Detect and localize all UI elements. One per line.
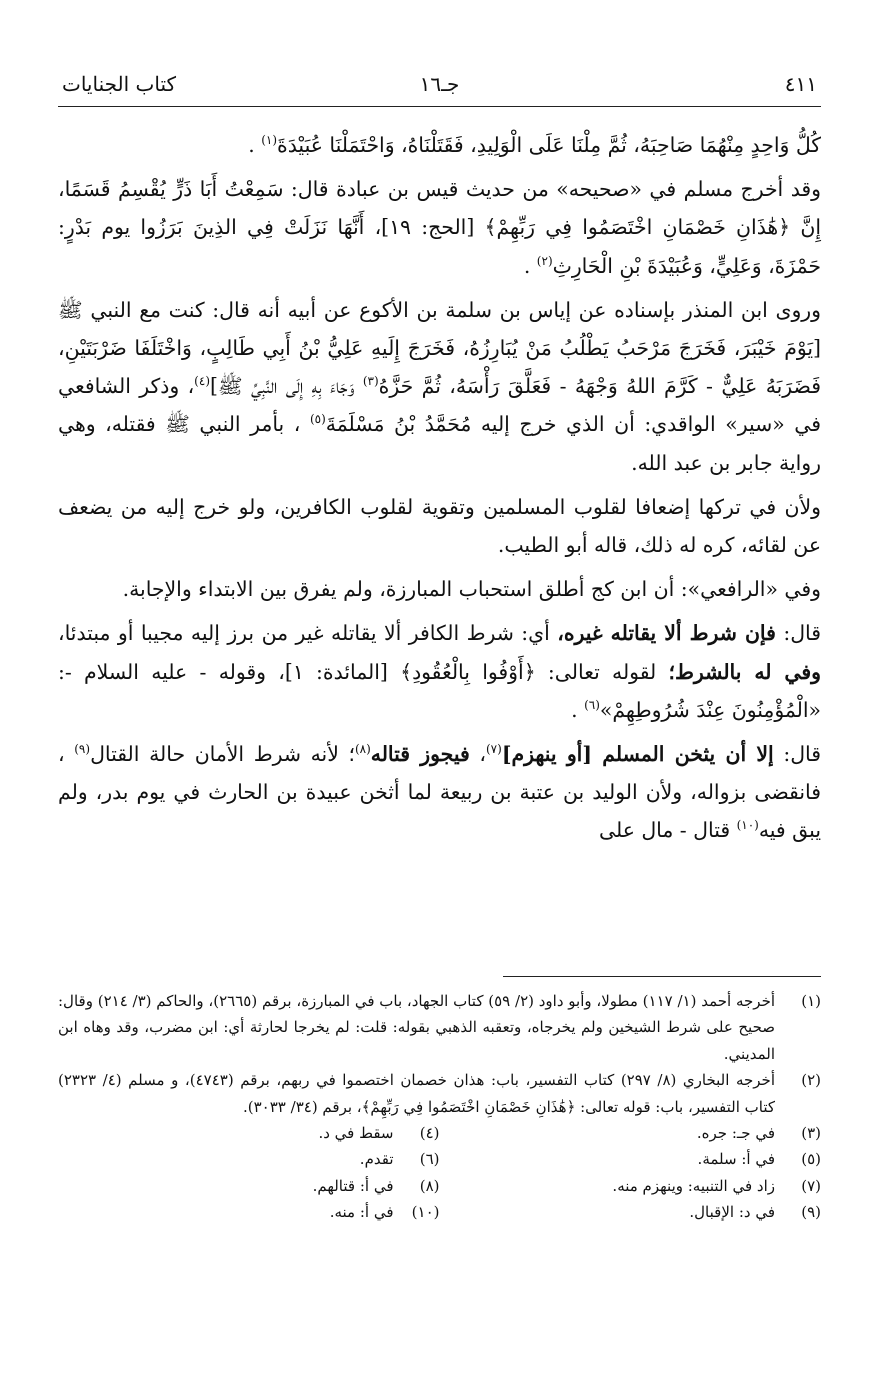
footnote-ref[interactable]: (٥) — [309, 412, 326, 427]
footnote-text: أخرجه أحمد (١/ ١١٧) مطولا، وأبو داود (٢/ ٥٩) كتاب الجهاد، باب في المبارزة، برقم (٢٦٦٥)، والحاكم (٣/ ٢١٤) وقال: صحيح على شرط الشيخين ولم يخرجاه، وتعقبه الذهبي بقوله: قلت: لم يخرجا لحارثة أي: ابن مضرب، وقد وهاه ابن المديني. — [58, 992, 776, 1063]
footnote-divider — [503, 976, 821, 977]
footnote-5: (٥) في أ: سلمة. — [697, 1150, 821, 1169]
footnote-ref[interactable]: (٧) — [485, 742, 502, 757]
footnote-text: أخرجه البخاري (٨/ ٢٩٧) كتاب التفسير، باب: هذان خصمان اختصموا في ربهم، برقم (٤٧٤٣)، و مسلم (٤/ ٢٣٢٣) كتاب التفسير، باب: قوله تعالى: ﴿هَٰذَانِ خَصْمَانِ اخْتَصَمُوا فِي رَبِّهِمْ﴾، برقم (٣٤/ ٣٠٣٣). — [58, 1071, 775, 1116]
footnote-row — [58, 1173, 821, 1199]
paragraph-5: وفي «الرافعي»: أن ابن كج أطلق استحباب المبارزة، ولم يفرق بين الابتداء والإجابة. — [122, 577, 821, 602]
footnote-ref[interactable]: (٦) — [584, 698, 600, 713]
footnote-2 — [58, 1067, 821, 1120]
footnote-3: (٣) في جـ: جره. — [696, 1124, 821, 1143]
paragraph-3: وروى ابن المنذر بإسناده عن إياس بن سلمة بن الأكوع عن أبيه أنه قال: كنت مع النبي ﷺ [يَوْمَ خَيْبَرَ، فَخَرَجَ مَرْحَبُ يَطْلُبُ مَنْ يُبَارِزُهُ، فَخَرَجَ إِلَيهِ عَلِيُّ بْنُ أَبِي طَالِبٍ، وَاخْتَلَفَا ضَرْبَتَيْنِ، فَضَرَبَهُ عَلِيٌّ - كَرَّمَ اللهُ وَجْهَهُ - فَعَلَّقَ رَأْسَهُ، ثُمَّ حَزَّهُ$^{(٣)}$ وَجَاءَ بِهِ إِلَى النَّبِيِّ ﷺ]$^{(٤)}$، وذكر الشافعي في «سير» الواقدي: أن الذي خرج إليه مُحَمَّدُ بْنُ مَسْلَمَةَ$^{(٥)}$ ، بأمر النبي ﷺ فقتله، وهي رواية جابر بن عبد الله. — [58, 297, 821, 475]
footnote-number: (١) — [801, 992, 821, 1010]
footnote-row — [58, 1199, 821, 1225]
footnote-1 — [58, 988, 821, 1067]
volume-label: جـ١٦ — [419, 72, 460, 96]
footnote-ref[interactable]: (١٠) — [736, 818, 759, 833]
footnote-ref[interactable]: (٩) — [74, 742, 91, 757]
footnote-9: (٩) في د: الإقبال. — [689, 1203, 821, 1222]
paragraph-2: وقد أخرج مسلم في «صحيحه» من حديث قيس بن عبادة قال: سَمِعْتُ أَبَا ذَرٍّ يُقْسِمُ قَسَمًا، إِنَّ ﴿هَٰذَانِ خَصْمَانِ اخْتَصَمُوا فِي رَبِّهِمْ﴾ [الحج: ١٩]، أَنَّهَا نَزَلَتْ فِي الذِينَ بَرَزُوا يوم بَدْرٍ: حَمْزَةَ، وَعَلِيٍّ، وَعُبَيْدَةَ بْنِ الْحَارِثِ$^{(٢)}$ . — [58, 177, 821, 278]
footnote-ref[interactable]: (٢) — [536, 253, 553, 268]
main-text — [58, 126, 821, 850]
footnote-ref[interactable]: (٨) — [354, 742, 371, 757]
footnote-ref[interactable]: (٤) — [194, 374, 210, 389]
footnote-ref[interactable]: (١) — [261, 133, 278, 148]
footnote-row — [58, 1120, 821, 1146]
book-title: كتاب الجنايات — [62, 72, 177, 96]
paragraph-1: كُلُّ وَاحِدٍ مِنْهُمَا صَاحِبَهُ، ثُمَّ مِلْنَا عَلَى الْوَلِيدِ، فَقَتَلْنَاهُ، وَاحْتَمَلْنَا عُبَيْدَةَ$^{(١)}$ . — [248, 133, 821, 157]
footnote-ref[interactable]: (٣) — [362, 374, 379, 389]
paragraph-6: قال: فإن شرط ألا يقاتله غيره، أي: شرط الكافر ألا يقاتله غير من برز إليه مجيبا أو مبتدئا، وفي له بالشرط؛ لقوله تعالى: ﴿أَوْفُوا بِالْعُقُودِ﴾ [المائدة: ١]، وقوله - عليه السلام -: «الْمُؤْمِنُونَ عِنْدَ شُرُوطِهِمْ»$^{(٦)}$ . — [58, 621, 821, 722]
footnote-number: (٢) — [801, 1071, 821, 1090]
footnotes — [58, 988, 821, 1226]
running-header — [58, 70, 821, 107]
footnote-7: (٧) زاد في التنبيه: وينهزم منه. — [612, 1176, 821, 1195]
footnote-row — [58, 1146, 821, 1172]
footnote-10: (١٠) في أ: منه. — [329, 1203, 440, 1222]
footnote-4: (٤) سقط في د. — [318, 1124, 440, 1143]
footnote-6: (٦) تقدم. — [359, 1150, 440, 1169]
paragraph-7: قال: إلا أن يثخن المسلم [أو ينهزم]$^{(٧)}$، فيجوز قتاله$^{(٨)}$؛ لأنه شرط الأمان حالة القتال$^{(٩)}$ ، فانقضى بزواله، ولأن الوليد بن عتبة بن ربيعة لما أثخن عبيدة بن الحارث في يوم بدر، ولم يبق فيه$^{(١٠)}$ قتال - مال على — [58, 742, 821, 843]
footnote-8: (٨) في أ: قتالهم. — [312, 1176, 440, 1195]
page-number: ٤١١ — [784, 72, 817, 96]
paragraph-4: ولأن في تركها إضعافا لقلوب المسلمين وتقوية لقلوب الكافرين، ولو خرج إليه من يضعف عن لقائه، كره له ذلك، قاله أبو الطيب. — [58, 494, 821, 558]
